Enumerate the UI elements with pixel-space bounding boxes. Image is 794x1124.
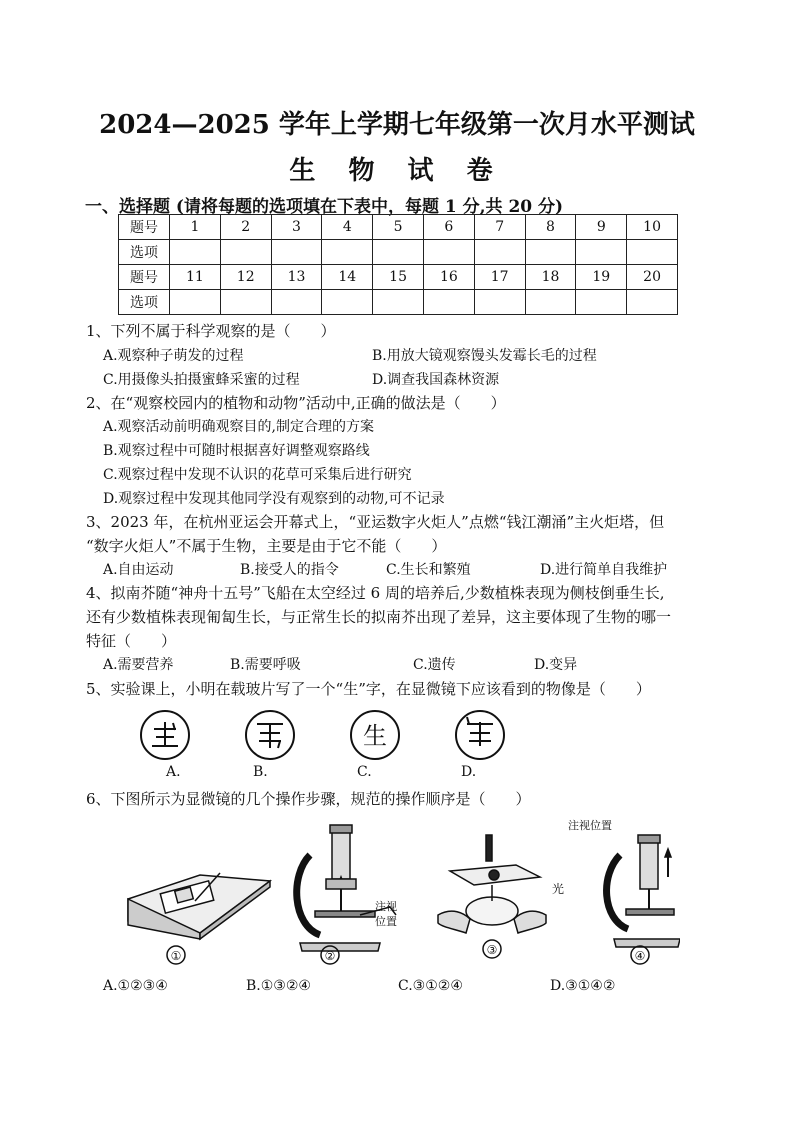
question-number: 12 [220, 265, 271, 290]
question-5-label-d: D. [461, 764, 477, 780]
question-number: 18 [525, 265, 576, 290]
step-4-label: ④ [634, 949, 646, 963]
question-number: 8 [525, 215, 576, 240]
answer-cell[interactable] [322, 240, 373, 265]
question-number: 4 [322, 215, 373, 240]
table-row [119, 215, 678, 240]
question-4-option-d: D.变异 [534, 657, 578, 673]
question-3-option-a: A.自由运动 [103, 562, 174, 578]
question-number: 17 [474, 265, 525, 290]
option-a-image [141, 711, 189, 759]
question-2-option-d: D.观察过程中发现其他同学没有观察到的动物,可不记录 [103, 491, 445, 507]
page-title: 2024—2025 学年上学期七年级第一次月水平测试 [99, 110, 695, 140]
answer-cell[interactable] [322, 290, 373, 315]
question-5-label-b: B. [253, 764, 268, 780]
step-3-label: ③ [486, 943, 498, 957]
answer-cell[interactable] [423, 290, 474, 315]
question-6-option-b: B.①③②④ [246, 978, 311, 994]
page-subtitle: 生 物 试 卷 [289, 156, 505, 186]
question-1-option-c: C.用摄像头拍摄蜜蜂采蜜的过程 [103, 372, 300, 388]
question-5-label-c: C. [357, 764, 372, 780]
answer-cell[interactable] [627, 240, 678, 265]
answer-cell[interactable] [474, 240, 525, 265]
question-1-option-d: D.调查我国森林资源 [372, 372, 500, 388]
question-3-option-b: B.接受人的指令 [240, 562, 339, 578]
question-3-stem-line1: 3、2023 年，在杭州亚运会开幕式上，“亚运数字火炬人”点燃“钱江潮涌”主火炬塔，但 [86, 513, 665, 531]
answer-cell[interactable] [525, 290, 576, 315]
question-number: 16 [423, 265, 474, 290]
row-label: 选项 [119, 240, 170, 265]
question-number: 14 [322, 265, 373, 290]
step-2-watch-label-2: 位置 [375, 915, 397, 928]
table-row [119, 240, 678, 265]
question-4-stem-line3: 特征（ ） [86, 632, 177, 650]
answer-cell[interactable] [170, 290, 221, 315]
question-number: 6 [423, 215, 474, 240]
question-2-option-c: C.观察过程中发现不认识的花草可采集后进行研究 [103, 467, 412, 483]
question-2-option-b: B.观察过程中可随时根据喜好调整观察路线 [103, 443, 370, 459]
step-4-image [607, 835, 680, 947]
row-label: 选项 [119, 290, 170, 315]
question-3-option-c: C.生长和繁殖 [386, 562, 471, 578]
step-1-image [128, 873, 270, 939]
question-4-option-c: C.遗传 [413, 657, 456, 673]
answer-cell[interactable] [271, 240, 322, 265]
question-number: 5 [373, 215, 424, 240]
question-6-option-d: D.③①④② [550, 978, 616, 994]
question-number: 19 [576, 265, 627, 290]
answer-table [118, 214, 678, 315]
step-3-image [438, 835, 546, 933]
step-4-watch-label: 注视位置 [568, 819, 612, 832]
question-5-figure [130, 700, 510, 780]
option-c-char: 生 [363, 722, 387, 750]
row-label: 题号 [119, 215, 170, 240]
question-4-stem-line1: 4、拟南芥随“神舟十五号”飞船在太空经过 6 周的培养后,少数植株表现为侧枝倒垂生长, [86, 584, 665, 602]
question-number: 15 [373, 265, 424, 290]
question-6-option-c: C.③①②④ [398, 978, 463, 994]
question-3-stem-line2: “数字火炬人”不属于生物，主要是由于它不能（ ） [86, 537, 447, 555]
step-2-watch-label-1: 注视 [375, 900, 397, 913]
question-number: 2 [220, 215, 271, 240]
question-number: 9 [576, 215, 627, 240]
option-d-image [456, 711, 504, 759]
question-4-stem-line2: 还有少数植株表现匍匐生长，与正常生长的拟南芥出现了差异，这主要体现了生物的哪一 [86, 608, 672, 626]
question-number: 3 [271, 215, 322, 240]
question-5-stem: 5、实验课上，小明在载玻片写了一个“生”字，在显微镜下应该看到的物像是（ ） [86, 680, 651, 698]
answer-cell[interactable] [271, 290, 322, 315]
answer-cell[interactable] [576, 290, 627, 315]
step-3-light-label: 光 [552, 882, 565, 896]
question-4-option-a: A.需要营养 [103, 657, 174, 673]
question-number: 20 [627, 265, 678, 290]
question-number: 7 [474, 215, 525, 240]
answer-cell[interactable] [627, 290, 678, 315]
step-1-label: ① [170, 949, 182, 963]
step-2-image [297, 825, 396, 951]
question-1-option-a: A.观察种子萌发的过程 [103, 348, 244, 364]
answer-cell[interactable] [373, 290, 424, 315]
table-row [119, 265, 678, 290]
table-row [119, 290, 678, 315]
question-6-option-a: A.①②③④ [103, 978, 168, 994]
question-5-label-a: A. [166, 764, 181, 780]
answer-cell[interactable] [220, 240, 271, 265]
answer-cell[interactable] [170, 240, 221, 265]
option-c-image [351, 711, 399, 759]
step-2-label: ② [324, 949, 336, 963]
option-b-image [246, 711, 294, 759]
question-4-option-b: B.需要呼吸 [230, 657, 301, 673]
answer-cell[interactable] [220, 290, 271, 315]
answer-cell[interactable] [576, 240, 627, 265]
question-3-option-d: D.进行简单自我维护 [540, 562, 668, 578]
question-1-option-b: B.用放大镜观察馒头发霉长毛的过程 [372, 348, 597, 364]
question-number: 11 [170, 265, 221, 290]
answer-cell[interactable] [474, 290, 525, 315]
question-1-stem: 1、下列不属于科学观察的是（ ） [86, 322, 336, 340]
question-number: 1 [170, 215, 221, 240]
row-label: 题号 [119, 265, 170, 290]
question-number: 10 [627, 215, 678, 240]
question-2-option-a: A.观察活动前明确观察目的,制定合理的方案 [103, 419, 375, 435]
question-6-figure [120, 815, 680, 975]
question-number: 13 [271, 265, 322, 290]
question-6-stem: 6、下图所示为显微镜的几个操作步骤，规范的操作顺序是（ ） [86, 790, 531, 808]
answer-cell[interactable] [423, 240, 474, 265]
answer-cell[interactable] [373, 240, 424, 265]
question-2-stem: 2、在“观察校园内的植物和动物”活动中,正确的做法是（ ） [86, 394, 506, 412]
answer-cell[interactable] [525, 240, 576, 265]
section-heading: 一、选择题 (请将每题的选项填在下表中，每题 1 分,共 20 分) [85, 197, 564, 217]
